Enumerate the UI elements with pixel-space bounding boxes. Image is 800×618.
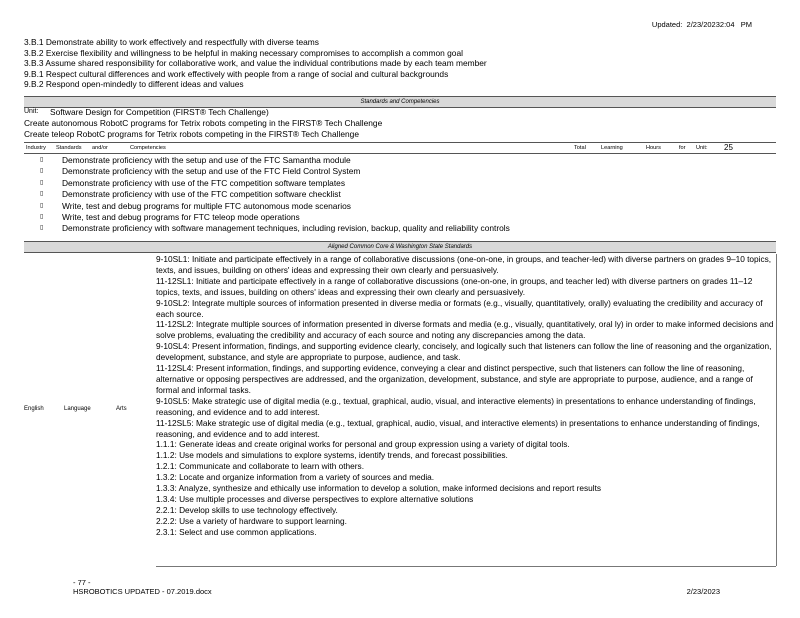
standard-item: 1.3.2: Locate and organize information from a variety of sources and media. [156, 472, 435, 483]
bullet-glyph-icon: ▯ [40, 168, 44, 175]
page-number: - 77 - [73, 578, 91, 587]
subject-word: Arts [116, 406, 127, 412]
subject-word: English [24, 406, 44, 412]
bullet-glyph-icon: ▯ [40, 202, 44, 209]
standard-item: 11-12SL2: Integrate multiple sources of information presented in diverse formats and media (e.g., visually, quantitatively, oral ly) in order to make informed decisions and solve problems, evaluating the credibility and accuracy of each source and noting any discrepancies among the data. [156, 319, 774, 341]
bullet-glyph-icon: ▯ [40, 225, 44, 232]
standards-list [156, 254, 776, 538]
standard-item: 2.2.2: Use a variety of hardware to support learning. [156, 515, 347, 526]
header-andor: and/or [92, 145, 108, 151]
bullet-glyph-icon: ▯ [40, 214, 44, 221]
unit-title: Software Design for Competition (FIRST® Tech Challenge) [50, 107, 269, 117]
standard-item: 9-10SL4: Present information, findings, and supporting evidence clearly, concisely, and logically such that listeners can follow the line of reasoning and the organization, development, substance, and style are appropriate to purpose, audience, and task. [156, 341, 772, 363]
competency-item: ▯ Demonstrate proficiency with the setup and use of the FTC Field Control System [40, 166, 361, 177]
standard-item: 1.1.1: Generate ideas and create original works for personal and group expression using a variety of digital tools. [156, 439, 570, 450]
disposition-item: 3.B.3 Assume shared responsibility for collaborative work, and value the individual contributions made by each team member [24, 58, 487, 68]
unit-label: Unit: [24, 108, 39, 115]
header-for: for [679, 145, 686, 151]
standard-item: 2.2.1: Develop skills to use technology effectively. [156, 504, 338, 515]
bullet-glyph-icon: ▯ [40, 191, 44, 198]
standard-item: 1.3.4: Use multiple processes and diverse perspectives to explore alternative solutions [156, 493, 474, 504]
footer-date: 2/23/2023 [686, 587, 720, 596]
header-industry: Industry [26, 145, 46, 151]
bullet-glyph-icon: ▯ [40, 157, 44, 163]
disposition-item: 3.B.2 Exercise flexibility and willingness to be helpful in making necessary compromises to accomplish a common goal [24, 47, 463, 58]
dispositions-list [24, 37, 784, 90]
competency-item: ▯ Write, test and debug programs for FTC teleop mode operations [40, 212, 300, 223]
competency-item: ▯ Demonstrate proficiency with software management techniques, including revision, backup, quality and reliability controls [40, 223, 510, 234]
standard-item: 9-10SL2: Integrate multiple sources of information presented in diverse media or formats (e.g., visually, quantitatively, orally) evaluating the credibility and accuracy of each source. [156, 297, 763, 319]
header-standards: Standards [56, 145, 82, 151]
updated-timestamp: Updated: 2/23/20232:04 PM [651, 20, 752, 29]
standard-item: 2.3.1: Select and use common applications. [156, 526, 317, 537]
unit-line: Create teleop RobotC programs for Tetrix robots competing in the FIRST® Tech Challenge [24, 129, 359, 139]
competencies-header-row [24, 142, 776, 154]
bullet-glyph-icon: ▯ [40, 179, 44, 186]
subject-word: Language [64, 406, 91, 412]
header-hours: Hours [646, 145, 661, 151]
competency-item: ▯ Demonstrate proficiency with use of the FTC competition software templates [40, 177, 346, 188]
standard-item: 1.2.1: Communicate and collaborate to learn with others. [156, 461, 364, 472]
standard-item: 11-12SL4: Present information, findings, and supporting evidence, conveying a clear and distinct perspective, such that listeners can follow the line of reasoning, alternative or opposing perspectives are addressed, and the organization, development, substance, and style are appropriate to purpose, audience, and a range of formal and informal tasks. [156, 363, 753, 395]
standard-item: 11-12SL5: Make strategic use of digital media (e.g., textual, graphical, audio, visual, and interactive elements) in presentations to enhance understanding of findings, reasoning, and evidence and to add interest. [156, 417, 760, 439]
competency-item: ▯ Demonstrate proficiency with the setup and use of the FTC Samantha module [40, 155, 351, 165]
standard-item: 9-10SL5: Make strategic use of digital media (e.g., textual, graphical, audio, visual, and interactive elements) in presentations to enhance understanding of findings, reasoning, and evidence and to add interest. [156, 395, 756, 417]
disposition-item: 3.B.1 Demonstrate ability to work effectively and respectfully with diverse teams [24, 37, 319, 47]
standard-item: 1.3.3: Analyze, synthesize and ethically use information to develop a solution, make informed decisions and report results [156, 483, 602, 494]
header-competencies: Competencies [130, 145, 166, 151]
unit-line: Create autonomous RobotC programs for Tetrix robots competing in the FIRST® Tech Challenge [24, 118, 383, 128]
footer-filename: HSROBOTICS UPDATED - 07.2019.docx [73, 587, 212, 596]
standard-item: 9-10SL1: Initiate and participate effectively in a range of collaborative discussions (one-on-one, in groups, and teacher-led) with diverse partners on grades 9–10 topics, texts, and issues, building on others' ideas and expressing their own clearly and persuasively. [156, 254, 772, 275]
total-hours-value: 25 [724, 143, 733, 152]
standard-item: 11-12SL1: Initiate and participate effectively in a range of collaborative discussions (one-on-one, in groups, and teacher led) with diverse partners on grades 11–12 topics, texts, and issues, building on others' ideas and expressing their own clearly and persuasively. [156, 275, 753, 297]
table-bottom-border [156, 566, 776, 567]
header-learning: Learning [601, 145, 623, 151]
competency-item: ▯ Write, test and debug programs for multiple FTC autonomous mode scenarios [40, 200, 351, 211]
disposition-item: 9.B.2 Respond open-mindedly to different ideas and values [24, 79, 244, 89]
header-unit: Unit: [696, 145, 708, 151]
aligned-standards-heading: Aligned Common Core & Washington State Standards [24, 241, 776, 253]
header-total: Total [574, 145, 586, 151]
disposition-item: 9.B.1 Respect cultural differences and work effectively with people from a range of social and cultural backgrounds [24, 68, 449, 79]
standard-item: 1.1.2: Use models and simulations to explore systems, identify trends, and forecast possibilities. [156, 450, 508, 461]
unit-block [24, 107, 776, 140]
standards-competencies-heading: Standards and Competencies [24, 96, 776, 108]
competency-item: ▯ Demonstrate proficiency with use of the FTC competition software checklist [40, 189, 341, 200]
table-right-border [776, 254, 777, 566]
competencies-list [40, 155, 780, 235]
